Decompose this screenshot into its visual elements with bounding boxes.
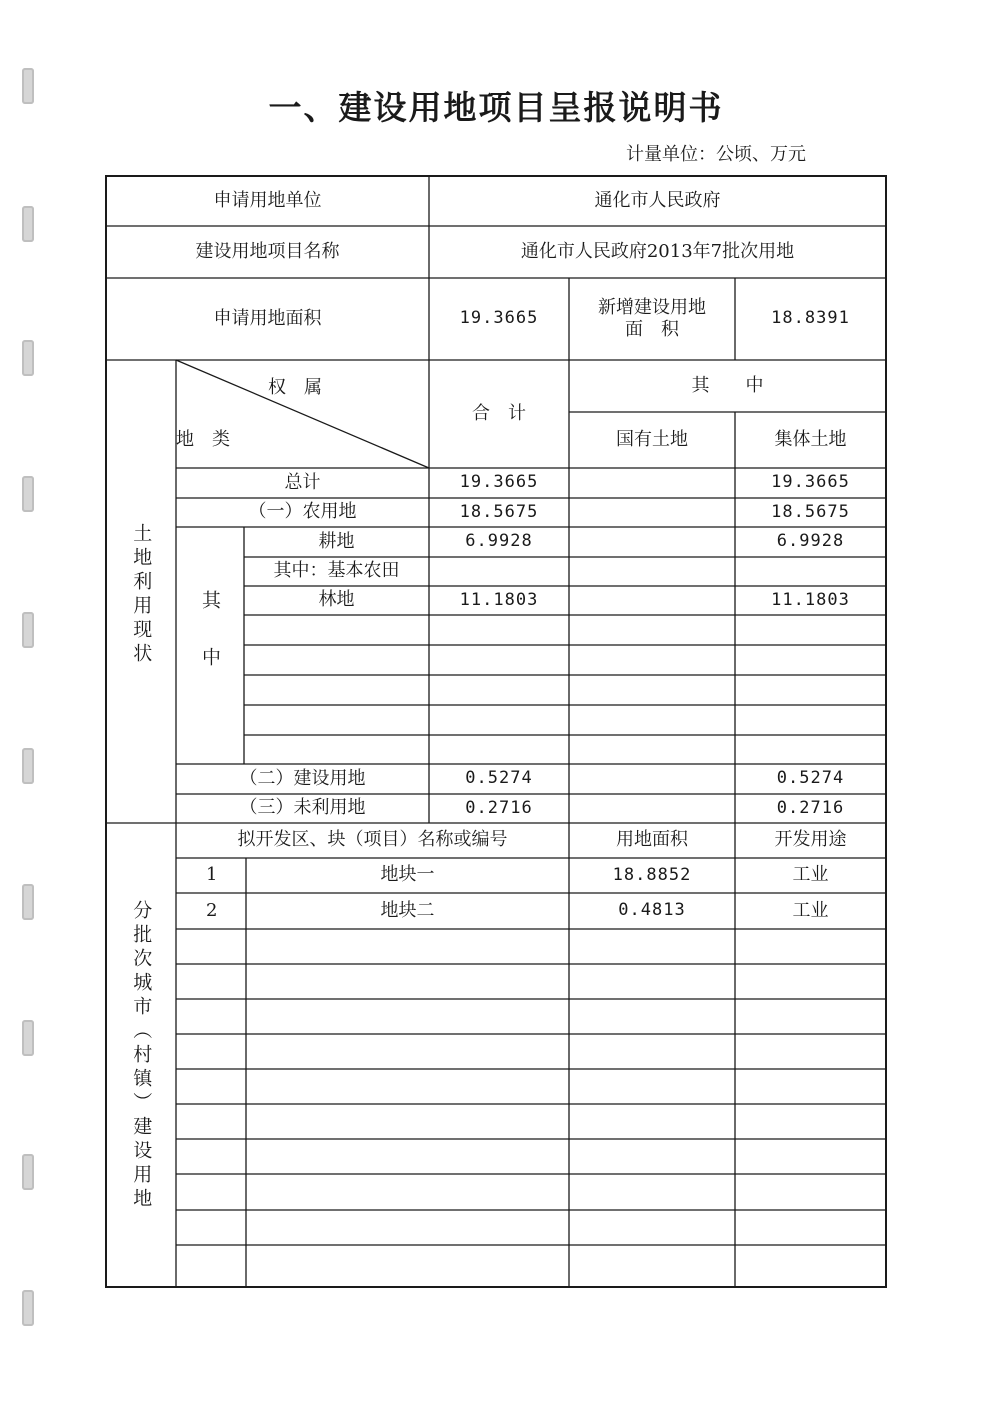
page-title: 一、建设用地项目呈报说明书	[268, 88, 724, 127]
row-total: 0.2716	[465, 797, 533, 818]
vertical-label-text: 其中	[199, 590, 221, 704]
batch-row-area: 18.8852	[612, 864, 692, 885]
row-state	[569, 764, 735, 794]
col-name-header: 拟开发区、块（项目）名称或编号	[237, 829, 508, 851]
row-state	[569, 498, 735, 527]
batch-row-no: 2	[206, 899, 218, 921]
new-area-label-line2: 面 积	[625, 319, 679, 340]
new-area-label	[569, 278, 735, 360]
row-total: 11.1803	[459, 589, 539, 610]
applicant-value: 通化市人民政府	[594, 189, 721, 211]
row-collective	[735, 557, 886, 586]
new-area-value: 18.8391	[771, 308, 850, 329]
row-total: 0.5274	[465, 768, 533, 789]
row-collective: 6.9928	[776, 531, 845, 552]
batches-section-label	[106, 900, 176, 1212]
batch-row-name: 地块一	[380, 864, 435, 886]
batch-row-use: 工业	[792, 899, 829, 921]
project-name-value: 通化市人民政府2013年7批次用地	[520, 240, 795, 262]
batch-row-no: 1	[206, 864, 218, 886]
land-status-section-label	[106, 523, 176, 667]
row-collective: 18.5675	[771, 501, 850, 522]
col-collective-land-header: 集体土地	[774, 428, 847, 450]
row-label: （二）建设用地	[239, 767, 366, 789]
col-of-which-header: 其 中	[691, 374, 764, 396]
row-state	[569, 794, 735, 823]
row-total: 6.9928	[465, 531, 533, 552]
applicant-label: 申请用地单位	[213, 189, 322, 211]
diag-header-ownership: 权 属	[268, 376, 322, 398]
unit-note: 计量单位：公顷、万元	[626, 144, 806, 165]
row-total	[429, 557, 569, 586]
row-label: （三）未利用地	[239, 797, 366, 819]
row-state	[569, 557, 735, 586]
row-state	[569, 468, 735, 498]
sub-of-which-label	[176, 590, 244, 704]
batch-row-name: 地块二	[380, 899, 435, 921]
col-area-header: 用地面积	[616, 829, 688, 851]
project-name-label: 建设用地项目名称	[195, 240, 340, 262]
row-state	[569, 527, 735, 557]
row-total: 19.3665	[459, 472, 539, 493]
row-label: 林地	[318, 589, 355, 611]
row-collective: 11.1803	[771, 589, 850, 610]
row-state	[569, 586, 735, 615]
row-label: 耕地	[318, 530, 355, 552]
row-total: 18.5675	[459, 501, 539, 522]
row-collective: 19.3665	[771, 472, 850, 493]
new-area-label-line1: 新增建设用地	[598, 296, 706, 318]
col-state-land-header: 国有土地	[616, 428, 688, 450]
col-total-header: 合 计	[472, 402, 526, 424]
vertical-label-text: 土地利用现状	[130, 523, 153, 667]
batch-row-use: 工业	[792, 864, 829, 886]
row-label: 总计	[284, 471, 321, 493]
vertical-label-text: 分批次城市（村镇）建设用地	[130, 900, 153, 1212]
col-use-header: 开发用途	[774, 829, 847, 851]
row-label: （一）农用地	[248, 501, 357, 523]
row-collective: 0.2716	[776, 797, 845, 818]
area-value: 19.3665	[459, 308, 539, 329]
row-collective: 0.5274	[776, 768, 845, 789]
batch-row-area: 0.4813	[618, 900, 686, 921]
row-label: 其中：基本农田	[273, 560, 400, 582]
area-label: 申请用地面积	[213, 307, 322, 329]
diag-header-landtype: 地 类	[176, 428, 230, 450]
